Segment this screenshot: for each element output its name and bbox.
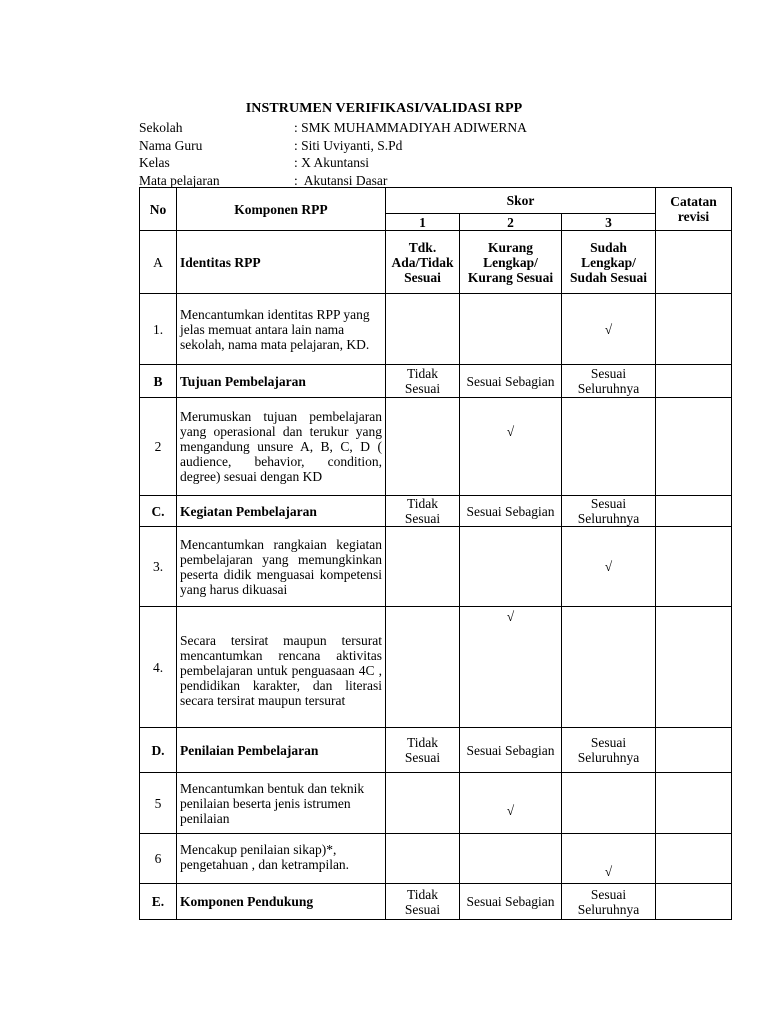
score-cell-3	[562, 773, 656, 834]
catatan-cell	[656, 294, 732, 365]
section-code: C.	[140, 496, 177, 527]
header-no: No	[140, 188, 177, 231]
section-code: D.	[140, 728, 177, 773]
item-text: Mencantumkan identitas RPP yang jelas memuat antara lain nama sekolah, nama mata pelajaran, KD.	[177, 294, 386, 365]
header-score-1: 1	[386, 214, 460, 231]
table-row	[140, 398, 732, 496]
item-number: 5	[140, 773, 177, 834]
check-mark: √	[562, 834, 656, 884]
score-label-3: Sudah Lengkap/ Sudah Sesuai	[562, 231, 656, 294]
catatan-cell	[656, 496, 732, 527]
catatan-cell	[656, 773, 732, 834]
section-code: A	[140, 231, 177, 294]
score-label-2: Sesuai Sebagian	[460, 884, 562, 920]
score-cell-1	[386, 834, 460, 884]
meta-value: : X Akuntansi	[294, 155, 370, 170]
score-cell-3	[562, 607, 656, 728]
meta-block	[139, 119, 639, 189]
header-score-3: 3	[562, 214, 656, 231]
score-cell-1	[386, 398, 460, 496]
score-label-1: Tidak Sesuai	[386, 728, 460, 773]
table-row	[140, 607, 732, 728]
check-mark: √	[562, 527, 656, 607]
item-text: Secara tersirat maupun tersurat mencantumkan rencana aktivitas pembelajaran untuk penguasaan 4C , pendidikan karakter, dan literasi secara tersirat maupun tersurat	[177, 607, 386, 728]
score-label-1: Tidak Sesuai	[386, 496, 460, 527]
header-komponen: Komponen RPP	[177, 188, 386, 231]
section-label: Identitas RPP	[177, 231, 386, 294]
item-text: Merumuskan tujuan pembelajaran yang operasional dan terukur yang mengandung unsure A, B, C, D ( audience, behavior, condition, degree) sesuai dengan KD	[177, 398, 386, 496]
item-text: Mencantumkan bentuk dan teknik penilaian beserta jenis istrumen penilaian	[177, 773, 386, 834]
section-label: Tujuan Pembelajaran	[177, 365, 386, 398]
header-row	[140, 188, 732, 214]
section-label: Kegiatan Pembelajaran	[177, 496, 386, 527]
meta-label: Kelas	[139, 155, 170, 170]
catatan-cell	[656, 834, 732, 884]
meta-row-school	[139, 119, 639, 137]
score-cell-2	[460, 294, 562, 365]
catatan-cell	[656, 231, 732, 294]
section-row-d	[140, 728, 732, 773]
item-number: 6	[140, 834, 177, 884]
section-code: E.	[140, 884, 177, 920]
check-mark: √	[562, 294, 656, 365]
catatan-cell	[656, 365, 732, 398]
document-title: INSTRUMEN VERIFIKASI/VALIDASI RPP	[245, 101, 523, 116]
item-text: Mencantumkan rangkaian kegiatan pembelajaran yang memungkinkan peserta didik menguasai kompetensi yang harus dikuasai	[177, 527, 386, 607]
section-row-a	[140, 231, 732, 294]
meta-value: : Siti Uviyanti, S.Pd	[294, 137, 403, 153]
score-cell-3	[562, 398, 656, 496]
section-row-b	[140, 365, 732, 398]
score-label-1: Tidak Sesuai	[386, 365, 460, 398]
meta-value: : SMK MUHAMMADIYAH ADIWERNA	[294, 120, 527, 135]
check-mark: √	[460, 773, 562, 834]
score-label-2: Sesuai Sebagian	[460, 728, 562, 773]
score-label-2: Kurang Lengkap/ Kurang Sesuai	[460, 231, 562, 294]
section-row-c	[140, 496, 732, 527]
score-label-3: Sesuai Seluruhnya	[562, 496, 656, 527]
catatan-cell	[656, 527, 732, 607]
score-cell-1	[386, 527, 460, 607]
table-row	[140, 773, 732, 834]
header-catatan: Catatan revisi	[656, 188, 732, 231]
meta-label: Mata pelajaran	[139, 172, 220, 188]
score-cell-1	[386, 607, 460, 728]
score-cell-2	[460, 527, 562, 607]
section-code: B	[140, 365, 177, 398]
verification-table	[139, 187, 732, 920]
score-label-3: Sesuai Seluruhnya	[562, 728, 656, 773]
table-row	[140, 527, 732, 607]
section-label: Komponen Pendukung	[177, 884, 386, 920]
catatan-cell	[656, 728, 732, 773]
section-row-e	[140, 884, 732, 920]
score-cell-2	[460, 834, 562, 884]
score-label-2: Sesuai Sebagian	[460, 365, 562, 398]
catatan-cell	[656, 607, 732, 728]
meta-value: : Akutansi Dasar	[294, 172, 388, 188]
score-cell-1	[386, 294, 460, 365]
catatan-cell	[656, 398, 732, 496]
item-text: Mencakup penilaian sikap)*, pengetahuan , dan ketrampilan.	[177, 834, 386, 884]
catatan-cell	[656, 884, 732, 920]
check-mark: √	[460, 398, 562, 496]
score-label-1: Tidak Sesuai	[386, 884, 460, 920]
meta-row-class	[139, 154, 639, 172]
table-row	[140, 834, 732, 884]
item-number: 3.	[140, 527, 177, 607]
score-label-3: Sesuai Seluruhnya	[562, 365, 656, 398]
meta-row-teacher	[139, 137, 639, 155]
section-label: Penilaian Pembelajaran	[177, 728, 386, 773]
header-skor: Skor	[386, 188, 656, 214]
check-mark: √	[460, 607, 562, 728]
item-number: 1.	[140, 294, 177, 365]
table-row	[140, 294, 732, 365]
header-score-2: 2	[460, 214, 562, 231]
item-number: 4.	[140, 607, 177, 728]
score-label-1: Tdk. Ada/Tidak Sesuai	[386, 231, 460, 294]
score-label-2: Sesuai Sebagian	[460, 496, 562, 527]
meta-label: Sekolah	[139, 120, 183, 135]
item-number: 2	[140, 398, 177, 496]
score-label-3: Sesuai Seluruhnya	[562, 884, 656, 920]
score-cell-1	[386, 773, 460, 834]
meta-label: Nama Guru	[139, 137, 203, 153]
